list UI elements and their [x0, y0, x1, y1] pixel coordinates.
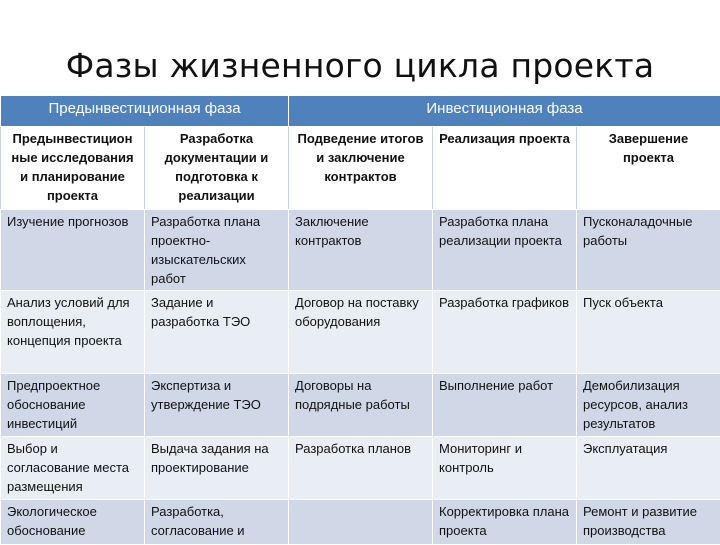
table-cell: Разработка плана реализации проекта: [433, 210, 577, 291]
table-row: [1, 500, 720, 545]
table-cell: Изучение прогнозов: [1, 210, 145, 291]
table-row: [1, 210, 720, 291]
table-cell: Разработка, согласование и: [145, 500, 289, 545]
table-row: [1, 291, 720, 374]
table-cell: Выполнение работ: [433, 374, 577, 437]
table-cell: Пусконаладочные работы: [577, 210, 720, 291]
column-header: Разработка документации и подготовка к реализации: [145, 127, 289, 210]
table-row: [1, 437, 720, 500]
slide-title: Фазы жизненного цикла проекта: [0, 46, 720, 85]
table-cell: Ремонт и развитие производства: [577, 500, 720, 545]
phase-investment: Инвестиционная фаза: [289, 96, 720, 127]
table-cell: Мониторинг и контроль: [433, 437, 577, 500]
table-cell: Корректировка плана проекта: [433, 500, 577, 545]
table-cell: Выдача задания на проектирование: [145, 437, 289, 500]
table-cell: Договоры на подрядные работы: [289, 374, 433, 437]
column-header: Реализация проекта: [433, 127, 577, 210]
table-cell: Задание и разработка ТЭО: [145, 291, 289, 374]
column-header: Подведение итогов и заключение контрактов: [289, 127, 433, 210]
table-cell: Эксплуатация: [577, 437, 720, 500]
phase-header-row: [1, 96, 720, 127]
table-row: [1, 374, 720, 437]
table-cell: Экологическое обоснование: [1, 500, 145, 545]
table-cell: Заключение контрактов: [289, 210, 433, 291]
column-header: Предынвестицион ные исследования и планирование проекта: [1, 127, 145, 210]
table-cell: Разработка графиков: [433, 291, 577, 374]
table-cell: Пуск объекта: [577, 291, 720, 374]
table-cell: Предпроектное обоснование инвестиций: [1, 374, 145, 437]
table-cell: Экспертиза и утверждение ТЭО: [145, 374, 289, 437]
table-cell: Разработка планов: [289, 437, 433, 500]
table-cell: Договор на поставку оборудования: [289, 291, 433, 374]
phases-table: [0, 95, 720, 545]
table-cell: Разработка плана проектно-изыскательских работ: [145, 210, 289, 291]
table-cell: [289, 500, 433, 545]
table-cell: Демобилизация ресурсов, анализ результатов: [577, 374, 720, 437]
table-cell: Выбор и согласование места размещения: [1, 437, 145, 500]
table-cell: Анализ условий для воплощения, концепция проекта: [1, 291, 145, 374]
column-header-row: [1, 127, 720, 210]
column-header: Завершение проекта: [577, 127, 720, 210]
phase-preinvestment: Предынвестиционная фаза: [1, 96, 289, 127]
